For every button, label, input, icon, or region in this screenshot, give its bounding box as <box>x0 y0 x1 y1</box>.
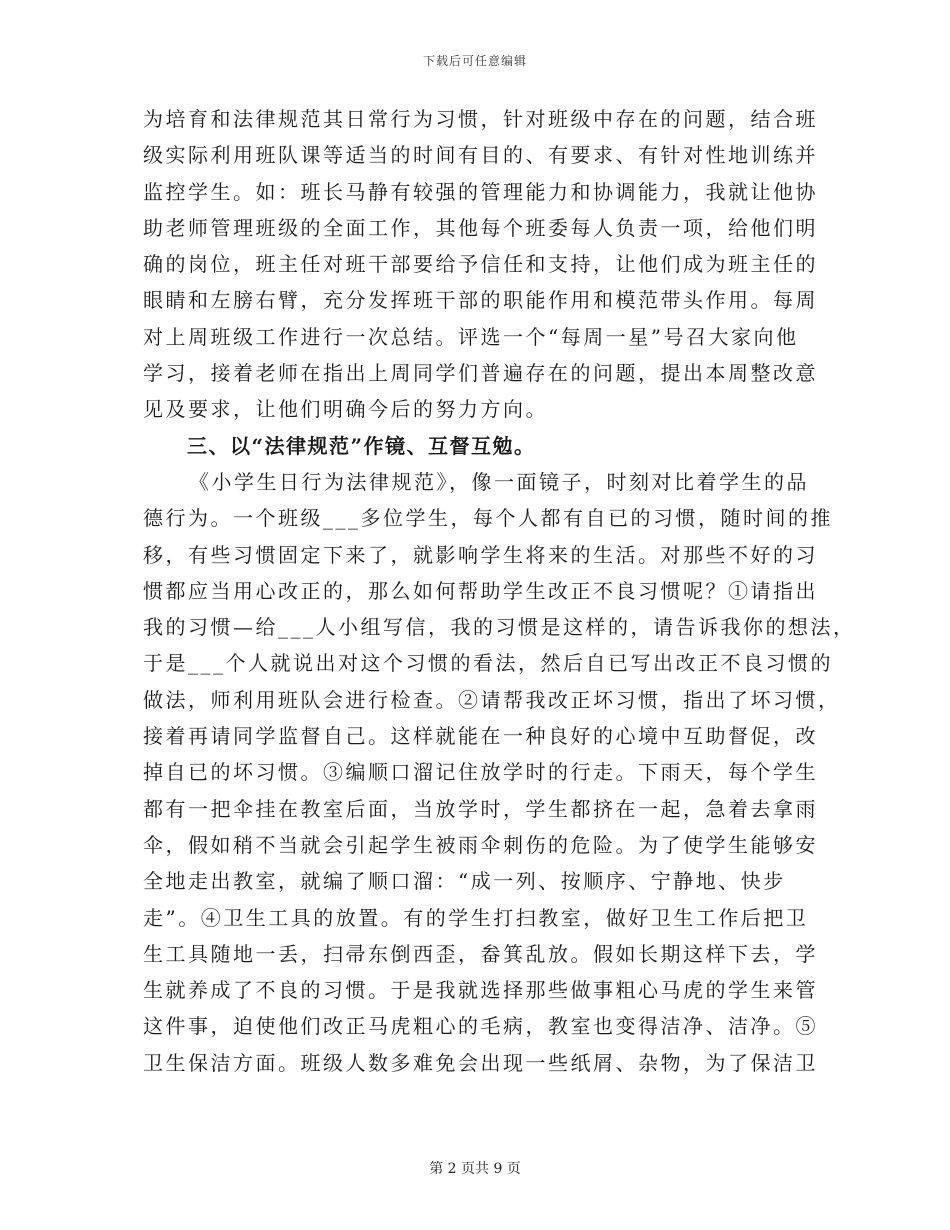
section-line: 移，有些习惯固定下来了，就影响学生将来的生活。对那些不好的习 <box>143 542 818 567</box>
body-line: 确的岗位，班主任对班干部要给予信任和支持，让他们成为班主任的 <box>143 252 818 277</box>
section-line: 伞，假如稍不当就会引起学生被雨伞刺伤的危险。为了使学生能够安 <box>143 832 818 857</box>
section-line: 这件事，迫使他们改正马虎粗心的毛病，教室也变得洁净、洁净。⑤ <box>143 1014 818 1039</box>
section-line: 走”。④卫生工具的放置。有的学生打扫教室，做好卫生工作后把卫 <box>143 905 809 930</box>
body-line: 见及要求，让他们明确今后的努力方向。 <box>143 397 548 422</box>
section-line: 惯都应当用心改正的，那么如何帮助学生改正不良习惯呢？①请指出 <box>143 578 818 603</box>
body-line: 对上周班级工作进行一次总结。评选一个“每周一星”号召大家向他 <box>143 324 799 349</box>
page-footer: 第 2 页共 9 页 <box>429 1161 521 1177</box>
section-line: 我的习惯—给___人小组写信，我的习惯是这样的，请告诉我你的想法， <box>143 615 856 640</box>
body-line: 为培育和法律规范其日常行为习惯，针对班级中存在的问题，结合班 <box>143 107 818 131</box>
page-header: 下载后可任意编辑 <box>422 54 527 68</box>
document-body <box>143 101 856 1081</box>
section-line: 掉自已的坏习惯。③编顺口溜记住放学时的行走。下雨天，每个学生 <box>143 760 818 785</box>
section-line: 接着再请同学监督自己。这样就能在一种良好的心境中互助督促，改 <box>143 724 818 749</box>
body-line: 助老师管理班级的全面工作，其他每个班委每人负责一项，给他们明 <box>143 215 818 240</box>
section-heading: 三、以“法律规范”作镜、互督互勉。 <box>187 433 536 458</box>
section-line: 都有一把伞挂在教室后面，当放学时，学生都挤在一起，急着去拿雨 <box>143 796 818 821</box>
body-line: 监控学生。如：班长马静有较强的管理能力和协调能力，我就让他协 <box>143 179 818 204</box>
section-line: 于是___个人就说出对这个习惯的看法，然后自已写出改正不良习惯的 <box>143 651 833 676</box>
section-line: 做法，师利用班队会进行检查。②请帮我改正坏习惯，指出了坏习惯， <box>143 687 841 712</box>
section-line: 德行为。一个班级___多位学生，每个人都有自已的习惯，随时间的推 <box>143 506 833 531</box>
body-line: 学习，接着老师在指出上周同学们普遍存在的问题，提出本周整改意 <box>143 361 818 386</box>
section-line: 生工具随地一丢，扫帚东倒西歪，畚箕乱放。假如长期这样下去，学 <box>143 941 818 966</box>
section-line: 全地走出教室，就编了顺口溜：“成一列、按顺序、宁静地、快步 <box>143 869 786 894</box>
section-line: 生就养成了不良的习惯。于是我就选择那些做事粗心马虎的学生来管 <box>143 978 818 1003</box>
section-line: 《小学生日行为法律规范》，像一面镜子，时刻对比着学生的品 <box>189 469 809 494</box>
body-line: 级实际利用班队课等适当的时间有目的、有要求、有针对性地训练并 <box>143 143 818 168</box>
body-line: 眼睛和左膀右臂，充分发挥班干部的职能作用和模范带头作用。每周 <box>143 288 818 313</box>
section-line: 卫生保洁方面。班级人数多难免会出现一些纸屑、杂物，为了保洁卫 <box>143 1050 818 1075</box>
